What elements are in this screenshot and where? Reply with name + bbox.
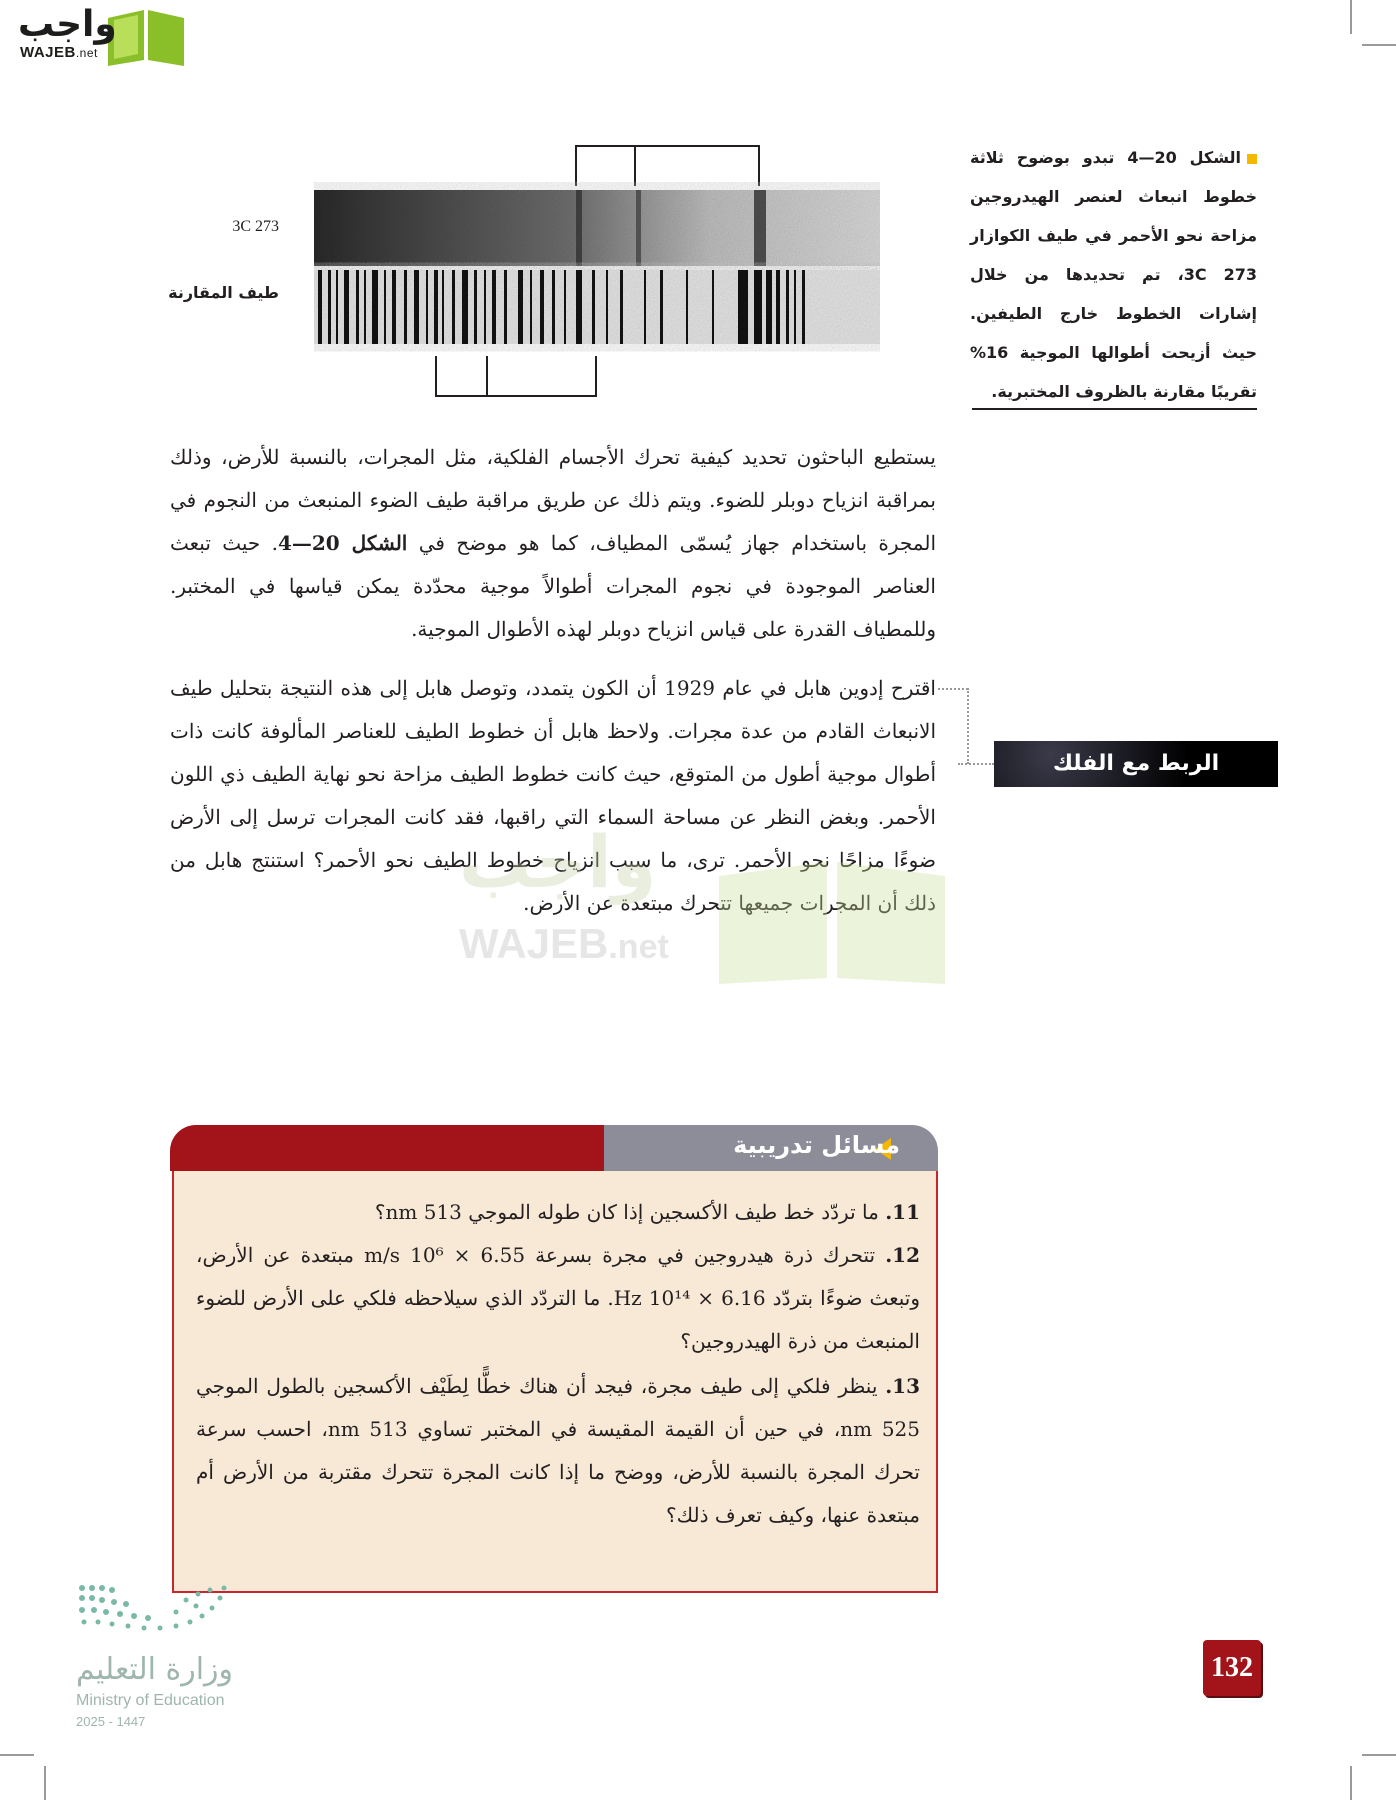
practice-question-13: 13. ينظر فلكي إلى طيف مجرة، فيجد أن هناك خطًّا لِطَيْف الأكسجين بالطول الموجي 525 nm، في حين أن القيمة المقيسة في المختبر تساوي 513 nm، احسب سرعة تحرك المجرة بالنسبة للأرض، ووضح ما إذا كانت المجرة تتحرك مقتربة من الأرض أم مبتعدة عنها، وكيف تعرف ذلك؟	[196, 1374, 921, 1527]
connector-line	[967, 688, 969, 764]
watermark: واجب WAJEB.net	[455, 820, 955, 990]
bottom-bracket	[436, 356, 596, 396]
spectrum-label-comparison: طيف المقارنة	[168, 283, 279, 302]
ministry-name-arabic: وزارة التعليم	[76, 1652, 234, 1687]
connector-line	[958, 763, 994, 765]
practice-question-11: 11. ما تردّد خط طيف الأكسجين إذا كان طوله الموجي 513 nm؟	[374, 1200, 920, 1224]
logo-latin: WAJEB.net	[20, 44, 98, 61]
quasar-spectrum-band	[314, 190, 880, 266]
caption-divider	[972, 408, 1257, 410]
top-bracket	[576, 146, 759, 186]
body-paragraph-2: اقترح إدوين هابل في عام 1929 أن الكون يتمدد، وتوصل هابل إلى هذه النتيجة بتحليل طيف الانبعاث القادم من عدة مجرات. ولاحظ هابل أن خطوط الطيف للعناصر المألوفة كانت ذات أطوال موجية أطول من المتوقع، حيث كانت خطوط الطيف مزاحة نحو نهاية الطيف ذي اللون الأحمر. وبغض النظر عن مساحة السماء التي راقبها، فقد كانت المجرات ترسل إلى الأرض ضوءًا مزاحًا نحو الأحمر. ترى، ما سبب انزياح خطوط الطيف نحو الأحمر؟ استنتج هابل من ذلك أن المجرات جميعها تتحرك مبتعدة عن الأرض.	[170, 676, 936, 915]
caption-figure-ref: الشكل 20—4	[1127, 148, 1241, 167]
ministry-logo	[76, 1582, 256, 1732]
astronomy-connection-box: الربط مع الفلك	[994, 741, 1278, 787]
crop-mark	[1362, 1754, 1396, 1756]
crop-mark	[1350, 0, 1352, 34]
crop-mark	[0, 1754, 34, 1756]
wajeb-logo	[8, 4, 188, 66]
crop-mark	[1362, 44, 1396, 46]
crop-mark	[1350, 1766, 1352, 1800]
spectrum-label-3c273: 3C 273	[232, 218, 279, 235]
logo-arabic: واجب	[18, 4, 117, 45]
caption-text: تبدو بوضوح ثلاثة خطوط انبعاث لعنصر الهيدروجين مزاحة نحو الأحمر في طيف الكوازار 3C 273، تم تحديدها من خلال إشارات الخطوط خارج الطيفين. حيث أزيحت أطوالها الموجية 16% تقريبًا مقارنة بالظروف المختبرية.	[970, 148, 1257, 401]
dots-logo-icon	[76, 1582, 246, 1642]
ministry-name-english: Ministry of Education	[76, 1692, 225, 1709]
crop-mark	[44, 1766, 46, 1800]
figure-caption	[970, 138, 1257, 411]
practice-header-bar	[170, 1125, 604, 1171]
spectrum-figure	[314, 144, 880, 400]
body-paragraph-1: يستطيع الباحثون تحديد كيفية تحرك الأجسام الفلكية، مثل المجرات، بالنسبة للأرض، وذلك بمراقبة انزياح دوبلر للضوء. ويتم ذلك عن طريق مراقبة طيف الضوء المنبعث من النجوم في المجرة باستخدام جهاز يُسمّى المطياف، كما هو موضح في الشكل 20—4. حيث تبعث العناصر الموجودة في نجوم المجرات أطوالاً موجية محدّدة يمكن قياسها في المختبر. وللمطياف القدرة على قياس انزياح دوبلر لهذه الأطوال الموجية.	[170, 445, 936, 641]
figure-reference: الشكل 20—4	[277, 531, 408, 555]
bullet-icon	[1247, 154, 1257, 164]
practice-title: مسائل تدريبية	[733, 1131, 900, 1159]
edition-year: 2025 - 1447	[76, 1714, 146, 1729]
practice-question-12: 12. تتحرك ذرة هيدروجين في مجرة بسرعة 6.55 × 10⁶ m/s مبتعدة عن الأرض، وتبعث ضوءًا بتردّد 6.16 × 10¹⁴ Hz. ما التردّد الذي سيلاحظه فلكي على الأرض للضوء المنبعث من ذرة الهيدروجين؟	[196, 1243, 921, 1353]
page-number: 132	[1203, 1640, 1261, 1696]
connector-line	[938, 688, 968, 690]
